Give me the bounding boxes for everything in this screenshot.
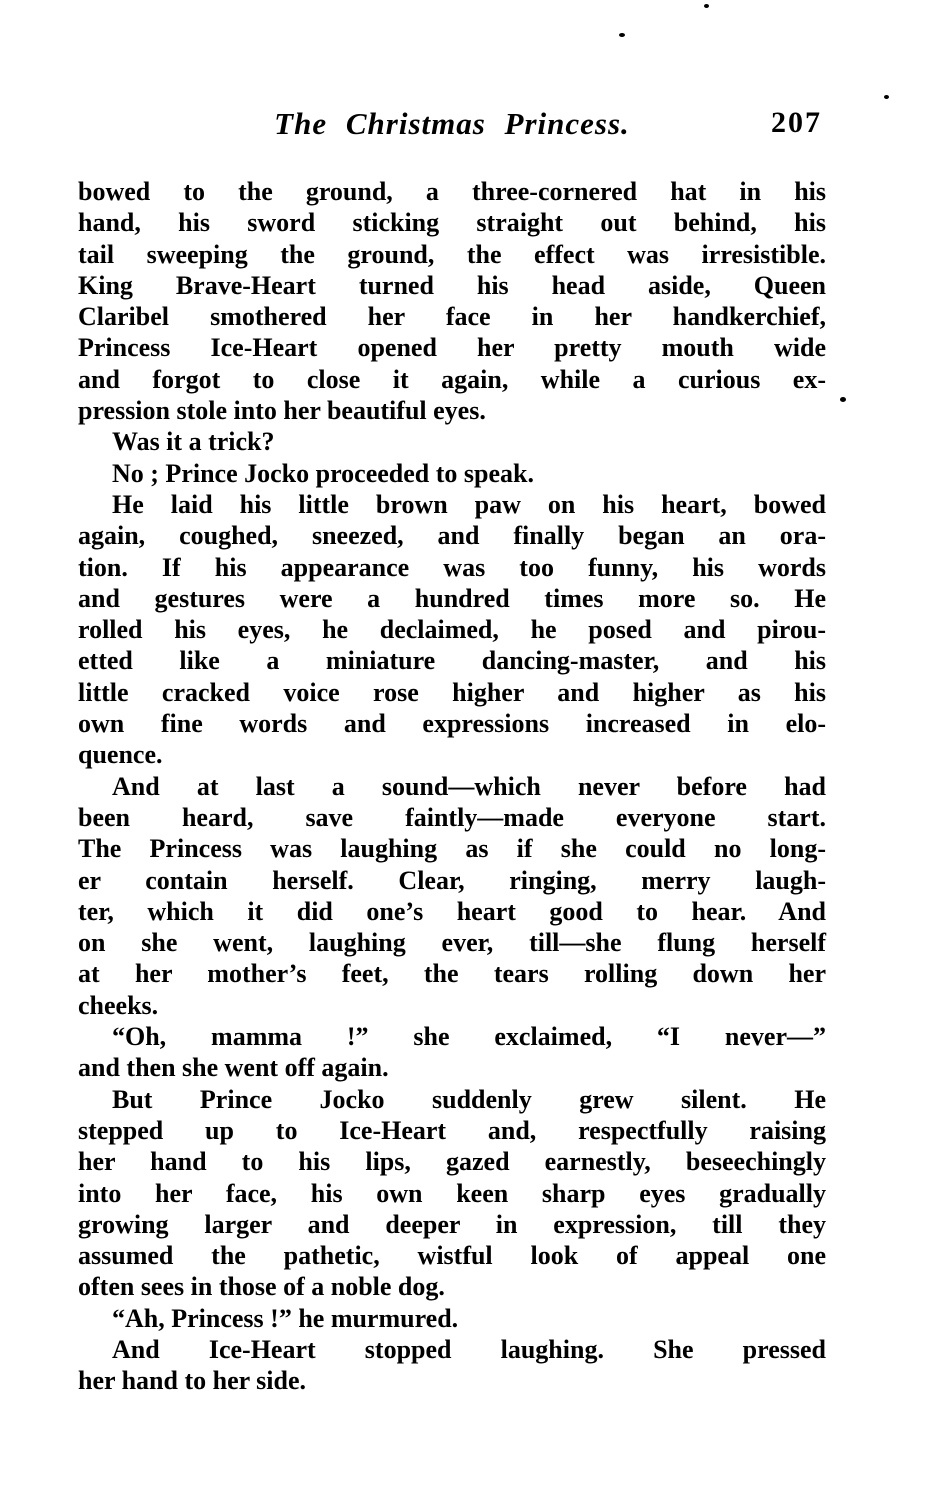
text-body xyxy=(78,176,826,1397)
text-line: again, coughed, sneezed, and finally began an ora- xyxy=(78,521,826,551)
paragraph xyxy=(78,1084,826,1303)
text-line: er contain herself. Clear, ringing, merry laugh- xyxy=(78,865,826,895)
text-line: assumed the pathetic, wistful look of appeal one xyxy=(78,1241,826,1271)
paragraph xyxy=(78,1334,826,1397)
text-line: bowed to the ground, a three-cornered hat in his xyxy=(78,177,826,206)
page-title: The Christmas Princess. xyxy=(274,106,630,141)
text-line: Claribel smothered her face in her handkerchief, xyxy=(78,302,826,332)
paragraph xyxy=(78,176,826,426)
text-line: pression stole into her beautiful eyes. xyxy=(78,396,486,426)
text-line: and forgot to close it again, while a curious ex- xyxy=(78,364,826,394)
text-line: “Oh, mamma !” she exclaimed, “I never—” xyxy=(112,1022,826,1052)
paragraph xyxy=(78,1021,826,1084)
scan-speck xyxy=(619,33,625,37)
text-line: The Princess was laughing as if she could no long- xyxy=(78,834,826,864)
paragraph xyxy=(78,771,826,1021)
text-line: ter, which it did one’s heart good to hear. And xyxy=(78,896,826,926)
text-line: Princess Ice-Heart opened her pretty mouth wide xyxy=(78,333,826,363)
text-line: No ; Prince Jocko proceeded to speak. xyxy=(112,458,534,488)
text-line: He laid his little brown paw on his heart, bowed xyxy=(112,489,826,519)
scan-speck xyxy=(884,95,889,99)
text-line: own fine words and expressions increased in elo- xyxy=(78,709,826,739)
text-line: and then she went off again. xyxy=(78,1053,389,1083)
running-header xyxy=(78,106,826,146)
text-line: And at last a sound—which never before had xyxy=(112,771,826,801)
text-line: rolled his eyes, he declaimed, he posed and pirou- xyxy=(78,615,826,645)
text-line: But Prince Jocko suddenly grew silent. He xyxy=(112,1084,826,1114)
text-line: stepped up to Ice-Heart and, respectfully raising xyxy=(78,1115,826,1145)
text-line: at her mother’s feet, the tears rolling down her xyxy=(78,959,826,989)
paragraph xyxy=(78,1303,826,1334)
text-line: And Ice-Heart stopped laughing. She pressed xyxy=(112,1334,826,1364)
text-line: King Brave-Heart turned his head aside, Queen xyxy=(78,270,826,300)
text-line: her hand to his lips, gazed earnestly, beseechingly xyxy=(78,1147,826,1177)
text-line: her hand to her side. xyxy=(78,1366,307,1396)
text-line: etted like a miniature dancing-master, and his xyxy=(78,646,826,676)
page-number: 207 xyxy=(771,106,822,139)
paragraph xyxy=(78,489,826,771)
text-line: into her face, his own keen sharp eyes gradually xyxy=(78,1178,826,1208)
text-line: often sees in those of a noble dog. xyxy=(78,1272,445,1302)
text-line: tail sweeping the ground, the effect was irresistible. xyxy=(78,239,826,269)
text-line: growing larger and deeper in expression, till they xyxy=(78,1209,826,1239)
paragraph xyxy=(78,426,826,457)
text-line: little cracked voice rose higher and higher as his xyxy=(78,677,826,707)
scan-speck xyxy=(704,4,709,8)
text-line: Was it a trick? xyxy=(112,427,275,457)
paragraph xyxy=(78,458,826,489)
text-line: tion. If his appearance was too funny, his words xyxy=(78,552,826,582)
scan-speck xyxy=(840,397,846,402)
text-line: “Ah, Princess !” he murmured. xyxy=(112,1303,459,1333)
text-line: hand, his sword sticking straight out behind, his xyxy=(78,208,826,238)
text-line: cheeks. xyxy=(78,990,159,1020)
text-line: and gestures were a hundred times more so. He xyxy=(78,583,826,613)
text-line: quence. xyxy=(78,740,163,770)
text-line: on she went, laughing ever, till—she flung herself xyxy=(78,928,826,958)
text-line: been heard, save faintly—made everyone start. xyxy=(78,802,826,832)
